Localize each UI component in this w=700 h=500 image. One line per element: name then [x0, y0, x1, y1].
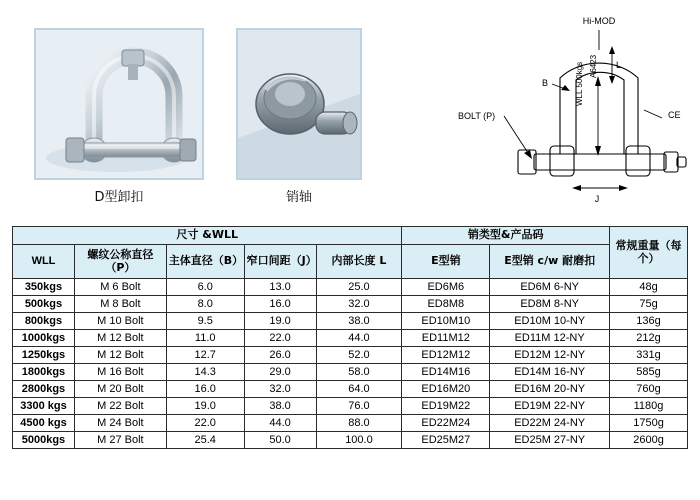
svg-text:A6423: A6423 [589, 54, 598, 78]
table-cell: 64.0 [316, 381, 402, 398]
table-cell: 11.0 [166, 330, 244, 347]
table-row [13, 364, 688, 381]
table-cell: 26.0 [244, 347, 316, 364]
table-cell: M 8 Bolt [74, 296, 166, 313]
table-cell: 350kgs [13, 279, 75, 296]
table-cell: ED6M 6-NY [490, 279, 610, 296]
table-cell: M 6 Bolt [74, 279, 166, 296]
table-cell: 14.3 [166, 364, 244, 381]
table-row [13, 330, 688, 347]
group-header-dimensions: 尺寸 &WLL [13, 227, 402, 245]
photo-pin [236, 28, 362, 180]
table-column-header-row [13, 245, 688, 279]
table-cell: 800kgs [13, 313, 75, 330]
table-cell: 22.0 [244, 330, 316, 347]
col-header-wll: WLL [13, 245, 75, 279]
table-cell: 44.0 [316, 330, 402, 347]
col-header-l: 内部长度 L [316, 245, 402, 279]
table-cell: 331g [610, 347, 688, 364]
table-cell: 48g [610, 279, 688, 296]
col-header-e-pin: E型销 [402, 245, 490, 279]
col-header-j: 窄口间距（J） [244, 245, 316, 279]
table-cell: ED11M 12-NY [490, 330, 610, 347]
table-cell: 1250kgs [13, 347, 75, 364]
table-cell: 585g [610, 364, 688, 381]
svg-text:J: J [594, 194, 600, 204]
table-row [13, 313, 688, 330]
table-cell: 2600g [610, 432, 688, 449]
spec-table [12, 226, 688, 449]
table-cell: M 27 Bolt [74, 432, 166, 449]
table-cell: ED25M27 [402, 432, 490, 449]
table-cell: 4500 kgs [13, 415, 75, 432]
table-cell: 32.0 [244, 381, 316, 398]
product-photos [28, 14, 368, 214]
table-cell: 52.0 [316, 347, 402, 364]
table-cell: 2800kgs [13, 381, 75, 398]
table-cell: 22.0 [166, 415, 244, 432]
table-cell: M 12 Bolt [74, 347, 166, 364]
table-cell: 5000kgs [13, 432, 75, 449]
table-cell: ED11M12 [402, 330, 490, 347]
table-row [13, 296, 688, 313]
table-cell: M 22 Bolt [74, 398, 166, 415]
table-cell: ED19M 22-NY [490, 398, 610, 415]
svg-text:WLL 500kgs: WLL 500kgs [575, 61, 584, 106]
table-row [13, 381, 688, 398]
photo-caption-d-shackle: D型卸扣 [94, 190, 144, 205]
svg-text:L: L [616, 60, 622, 70]
table-cell: ED22M24 [402, 415, 490, 432]
table-cell: 19.0 [244, 313, 316, 330]
table-cell: ED8M 8-NY [490, 296, 610, 313]
table-cell: 760g [610, 381, 688, 398]
table-cell: ED14M16 [402, 364, 490, 381]
technical-drawing [400, 6, 690, 221]
table-cell: ED12M 12-NY [490, 347, 610, 364]
specification-table [12, 226, 688, 449]
svg-text:CE: CE [668, 110, 681, 120]
table-cell: 38.0 [244, 398, 316, 415]
table-cell: 500kgs [13, 296, 75, 313]
table-cell: 136g [610, 313, 688, 330]
table-cell: 88.0 [316, 415, 402, 432]
table-cell: ED16M 20-NY [490, 381, 610, 398]
photo-caption-pin: 销轴 [285, 190, 312, 205]
table-cell: 25.4 [166, 432, 244, 449]
svg-text:B: B [542, 78, 549, 88]
table-cell: 9.5 [166, 313, 244, 330]
svg-text:Hi-MOD: Hi-MOD [582, 16, 616, 26]
table-row [13, 415, 688, 432]
table-row [13, 398, 688, 415]
table-cell: 19.0 [166, 398, 244, 415]
table-row [13, 347, 688, 364]
table-cell: ED10M 10-NY [490, 313, 610, 330]
photo-d-shackle [34, 28, 204, 180]
table-cell: 3300 kgs [13, 398, 75, 415]
table-cell: M 20 Bolt [74, 381, 166, 398]
table-cell: ED16M20 [402, 381, 490, 398]
table-cell: 44.0 [244, 415, 316, 432]
table-cell: 100.0 [316, 432, 402, 449]
table-cell: 1800kgs [13, 364, 75, 381]
table-cell: 212g [610, 330, 688, 347]
table-cell: M 10 Bolt [74, 313, 166, 330]
table-cell: 1750g [610, 415, 688, 432]
table-cell: 12.7 [166, 347, 244, 364]
table-cell: ED19M22 [402, 398, 490, 415]
table-cell: 76.0 [316, 398, 402, 415]
table-cell: 32.0 [316, 296, 402, 313]
table-cell: M 16 Bolt [74, 364, 166, 381]
col-header-p: 螺纹公称直径（P） [74, 245, 166, 279]
table-row [13, 279, 688, 296]
table-cell: 1180g [610, 398, 688, 415]
table-cell: 8.0 [166, 296, 244, 313]
table-cell: 50.0 [244, 432, 316, 449]
table-cell: ED12M12 [402, 347, 490, 364]
table-cell: 16.0 [166, 381, 244, 398]
table-head [13, 227, 688, 279]
table-cell: 38.0 [316, 313, 402, 330]
table-cell: 58.0 [316, 364, 402, 381]
svg-text:BOLT (P): BOLT (P) [458, 111, 496, 121]
table-cell: 75g [610, 296, 688, 313]
table-cell: 1000kgs [13, 330, 75, 347]
table-cell: ED25M 27-NY [490, 432, 610, 449]
group-header-weight: 常规重量（每个） [610, 227, 688, 279]
table-cell: 13.0 [244, 279, 316, 296]
table-cell: ED14M 16-NY [490, 364, 610, 381]
table-body [13, 279, 688, 449]
table-cell: 16.0 [244, 296, 316, 313]
table-cell: M 12 Bolt [74, 330, 166, 347]
col-header-b: 主体直径（B） [166, 245, 244, 279]
col-header-e-pin-cw: E型销 c/w 耐磨扣 [490, 245, 610, 279]
table-group-header-row [13, 227, 688, 245]
table-cell: 29.0 [244, 364, 316, 381]
table-cell: ED22M 24-NY [490, 415, 610, 432]
table-row [13, 432, 688, 449]
table-cell: 6.0 [166, 279, 244, 296]
table-cell: M 24 Bolt [74, 415, 166, 432]
table-cell: ED8M8 [402, 296, 490, 313]
group-header-pin-type: 销类型&产品码 [402, 227, 610, 245]
table-cell: ED10M10 [402, 313, 490, 330]
table-cell: ED6M6 [402, 279, 490, 296]
table-cell: 25.0 [316, 279, 402, 296]
